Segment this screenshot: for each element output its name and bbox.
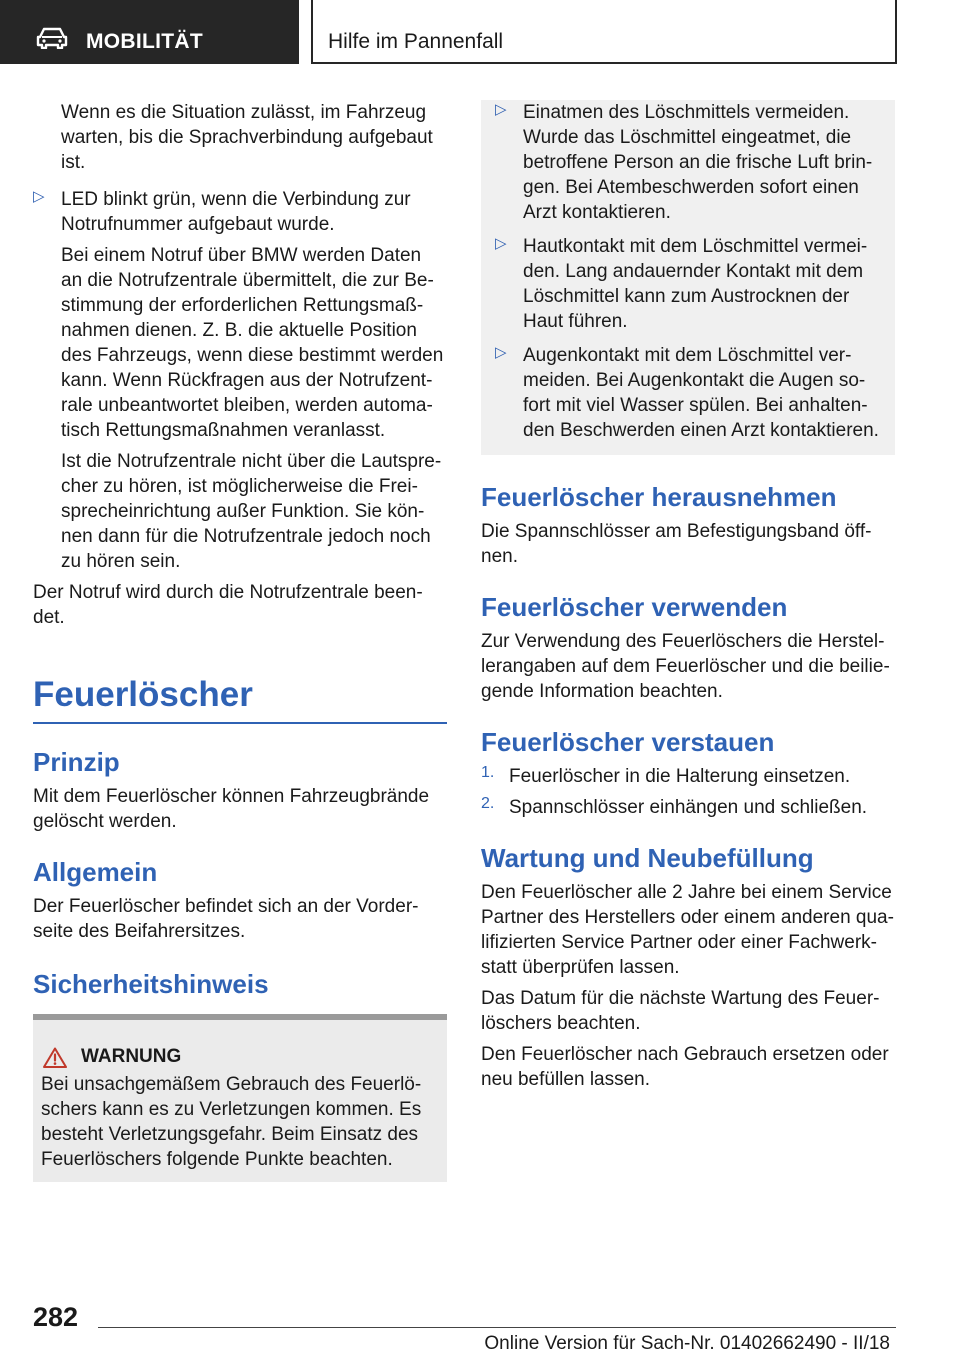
heading-divider (33, 722, 447, 724)
step-text: Spannschlösser einhängen und schließen. (509, 797, 868, 818)
numbered-step (481, 795, 895, 820)
list-item (493, 234, 883, 334)
paragraph: Zur Verwendung des Feuerlöschers die Herstellerangaben auf dem Feuerlöscher und die beiliegende Information beachten. (481, 631, 890, 702)
triangle-bullet-icon: ▷ (33, 188, 45, 205)
triangle-bullet-icon: ▷ (495, 344, 507, 361)
section-heading: Prinzip (33, 747, 120, 777)
step-number: 2. (481, 795, 495, 812)
list-item-text: Einatmen des Löschmittels vermeiden. Wurde das Löschmittel eingeatmet, die betroffene Person an die frische Luft bringen. Bei Atembeschwerden sofort einen Arzt kontaktieren. (523, 102, 873, 223)
list-item (493, 343, 883, 443)
right-column (481, 100, 895, 1092)
paragraph: Den Feuerlöscher nach Gebrauch ersetzen oder neu befüllen lassen. (481, 1044, 889, 1090)
list-item-text: LED blinkt grün, wenn die Verbindung zur Notrufnummer aufgebaut wurde. (61, 189, 411, 235)
section-tab (0, 0, 299, 64)
footer-divider (98, 1327, 896, 1328)
chapter-heading: Feuerlöscher (33, 675, 253, 714)
paragraph: Bei einem Notruf über BMW werden Daten an die Notrufzentrale übermittelt, die zur Bestimmung der erforderlichen Rettungsmaßnahmen dienen. Z. B. die aktuelle Position des Fahrzeugs, wenn diese bestimmt werden kann. Wenn Rückfragen aus der Notrufzentrale unbeantwortet bleiben, werden automatisch Rettungsmaßnahmen veranlasst. (61, 245, 444, 441)
page-number: 282 (33, 1302, 79, 1332)
section-heading: Feuerlöscher verstauen (481, 727, 775, 757)
car-icon (36, 27, 68, 49)
edition-note: Online Version für Sach-Nr. 01402662490 - II/18 (484, 1333, 890, 1354)
step-text: Feuerlöscher in die Halterung einsetzen. (509, 766, 851, 787)
section-heading: Feuerlöscher herausnehmen (481, 482, 837, 512)
left-column (33, 100, 447, 1182)
section-title: MOBILITÄT (86, 30, 204, 53)
numbered-step (481, 764, 895, 789)
bullet-list-box (481, 100, 895, 455)
section-heading: Allgemein (33, 857, 158, 887)
triangle-bullet-icon: ▷ (495, 101, 507, 118)
section-heading: Wartung und Neubefüllung (481, 843, 814, 873)
triangle-bullet-icon: ▷ (495, 235, 507, 252)
paragraph: Wenn es die Situation zulässt, im Fahrzeug warten, bis die Sprachverbindung aufgebaut ist. (61, 102, 433, 173)
paragraph: Die Spannschlösser am Befestigungsband öffnen. (481, 521, 872, 567)
paragraph: Das Datum für die nächste Wartung des Feuerlöschers beachten. (481, 988, 880, 1034)
paragraph: Der Feuerlöscher befindet sich an der Vorderseite des Beifahrersitzes. (33, 896, 419, 942)
list-item-text: Augenkontakt mit dem Löschmittel vermeiden. Bei Augenkontakt die Augen sofort mit viel Wasser spülen. Bei anhaltenden Beschwerden einen Arzt kontaktieren. (523, 345, 879, 441)
warning-label: WARNUNG (81, 1046, 182, 1067)
section-heading: Feuerlöscher verwenden (481, 592, 788, 622)
paragraph: Ist die Notrufzentrale nicht über die Lautsprecher zu hören, ist möglicherweise die Freisprecheinrichtung außer Funktion. Sie können dann für die Notrufzentrale jedoch noch zu hören sein. (61, 451, 442, 572)
warning-box (33, 1014, 447, 1182)
paragraph: Den Feuerlöscher alle 2 Jahre bei einem Service Partner des Herstellers oder einem anderen qualifizierten Service Partner oder einer Fachwerkstatt überprüfen lassen. (481, 882, 894, 978)
warning-header (43, 1046, 439, 1068)
list-item (33, 187, 447, 237)
paragraph: Mit dem Feuerlöscher können Fahrzeugbrände gelöscht werden. (33, 786, 430, 832)
chapter-title: Hilfe im Pannenfall (328, 30, 504, 53)
paragraph: Der Notruf wird durch die Notrufzentrale beendet. (33, 582, 423, 628)
section-heading: Sicherheitshinweis (33, 969, 269, 999)
list-item (493, 100, 883, 225)
warning-text: Bei unsachgemäßem Gebrauch des Feuerlöschers kann es zu Verletzungen kommen. Es besteht Verletzungsgefahr. Beim Einsatz des Feuerlöschers folgende Punkte beachten. (41, 1074, 422, 1170)
warning-triangle-icon (43, 1047, 67, 1068)
step-number: 1. (481, 764, 495, 781)
chapter-tab (311, 0, 897, 64)
list-item-text: Hautkontakt mit dem Löschmittel vermeiden. Lang andauernder Kontakt mit dem Löschmittel kann zum Austrocknen der Haut führen. (523, 236, 868, 332)
